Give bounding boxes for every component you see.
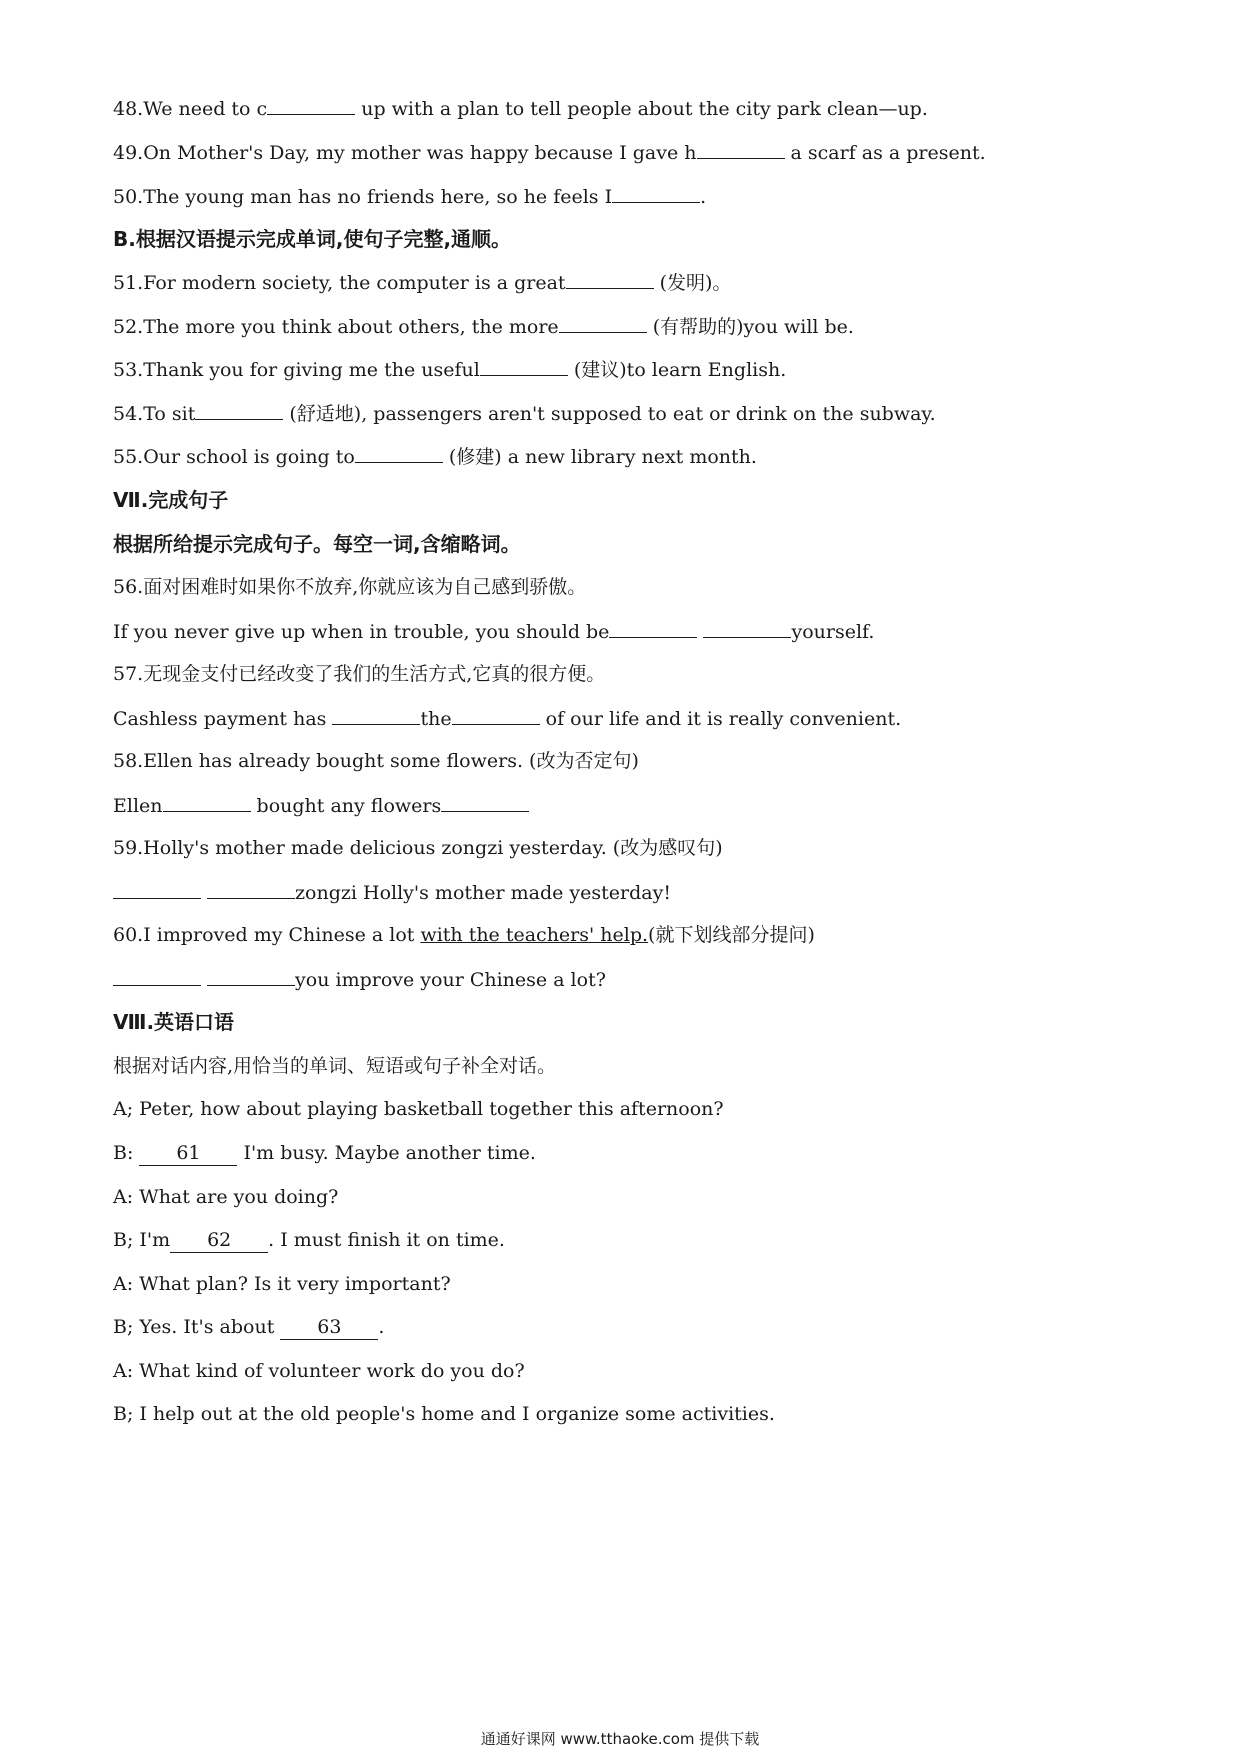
answer-blank[interactable] [559,314,647,333]
dialogue-line-5: A: What plan? Is it very important? [113,1273,451,1295]
dialogue-line-1: A; Peter, how about playing basketball together this afternoon? [113,1098,724,1120]
question-51: 51.For modern society, the computer is a great (发明)。 [113,272,732,294]
question-59-answer: zongzi Holly's mother made yesterday! [113,880,671,905]
dialogue-line-7: A: What kind of volunteer work do you do? [113,1360,525,1382]
answer-blank[interactable] [207,967,295,986]
question-57-prompt: 57.无现金支付已经改变了我们的生活方式,它真的很方便。 [113,663,606,685]
section-8-heading: Ⅷ.英语口语 [113,1010,235,1034]
question-60-answer: you improve your Chinese a lot? [113,967,606,992]
underlined-phrase: with the teachers' help. [420,924,649,946]
section-b-heading: B.根据汉语提示完成单词,使句子完整,通顺。 [113,227,512,251]
section-7-heading: Ⅶ.完成句子 [113,488,229,512]
question-49: 49.On Mother's Day, my mother was happy because I gave h a scarf as a present. [113,142,986,164]
section-7-instructions: 根据所给提示完成句子。每空一词,含缩略词。 [113,532,521,556]
answer-blank[interactable] [697,140,785,159]
answer-blank[interactable] [566,270,654,289]
question-48: 48.We need to c up with a plan to tell people about the city park clean—up. [113,98,928,120]
question-57-answer: Cashless payment has the of our life and it is really convenient. [113,708,902,730]
answer-blank[interactable] [452,706,540,725]
answer-blank[interactable] [207,880,295,899]
question-58-answer: Ellen bought any flowers [113,793,529,818]
answer-blank-62[interactable]: 62 [170,1228,268,1253]
question-50: 50.The young man has no friends here, so he feels I . [113,186,707,208]
answer-blank[interactable] [480,357,568,376]
question-58-prompt: 58.Ellen has already bought some flowers. (改为否定句) [113,750,639,772]
dialogue-line-8: B; I help out at the old people's home and I organize some activities. [113,1403,775,1425]
dialogue-line-6: B; Yes. It's about 63 . [113,1316,385,1338]
footer-watermark: 通通好课网 www.tthaoke.com 提供下载 [480,1730,760,1748]
answer-blank[interactable] [355,444,443,463]
dialogue-line-2: B: 61 I'm busy. Maybe another time. [113,1142,536,1164]
answer-blank[interactable] [612,184,700,203]
answer-blank-63[interactable]: 63 [280,1315,378,1340]
answer-blank[interactable] [703,619,791,638]
answer-blank[interactable] [332,706,420,725]
question-54: 54.To sit (舒适地), passengers aren't supposed to eat or drink on the subway. [113,403,936,425]
question-52: 52.The more you think about others, the more (有帮助的)you will be. [113,316,854,338]
question-53: 53.Thank you for giving me the useful (建议)to learn English. [113,359,787,381]
answer-blank[interactable] [609,619,697,638]
answer-blank[interactable] [113,967,201,986]
answer-blank[interactable] [267,96,355,115]
section-8-instructions: 根据对话内容,用恰当的单词、短语或句子补全对话。 [113,1055,557,1077]
answer-blank[interactable] [195,401,283,420]
answer-blank[interactable] [441,793,529,812]
question-59-prompt: 59.Holly's mother made delicious zongzi yesterday. (改为感叹句) [113,837,723,859]
dialogue-line-4: B; I'm 62 . I must finish it on time. [113,1229,505,1251]
answer-blank-61[interactable]: 61 [139,1141,237,1166]
answer-blank[interactable] [163,793,251,812]
question-56-prompt: 56.面对困难时如果你不放弃,你就应该为自己感到骄傲。 [113,576,587,598]
question-56-answer: If you never give up when in trouble, you should be yourself. [113,621,875,643]
question-55: 55.Our school is going to (修建) a new library next month. [113,446,757,468]
dialogue-line-3: A: What are you doing? [113,1186,339,1208]
answer-blank[interactable] [113,880,201,899]
question-60-prompt: 60.I improved my Chinese a lot with the teachers' help.(就下划线部分提问) [113,924,815,946]
